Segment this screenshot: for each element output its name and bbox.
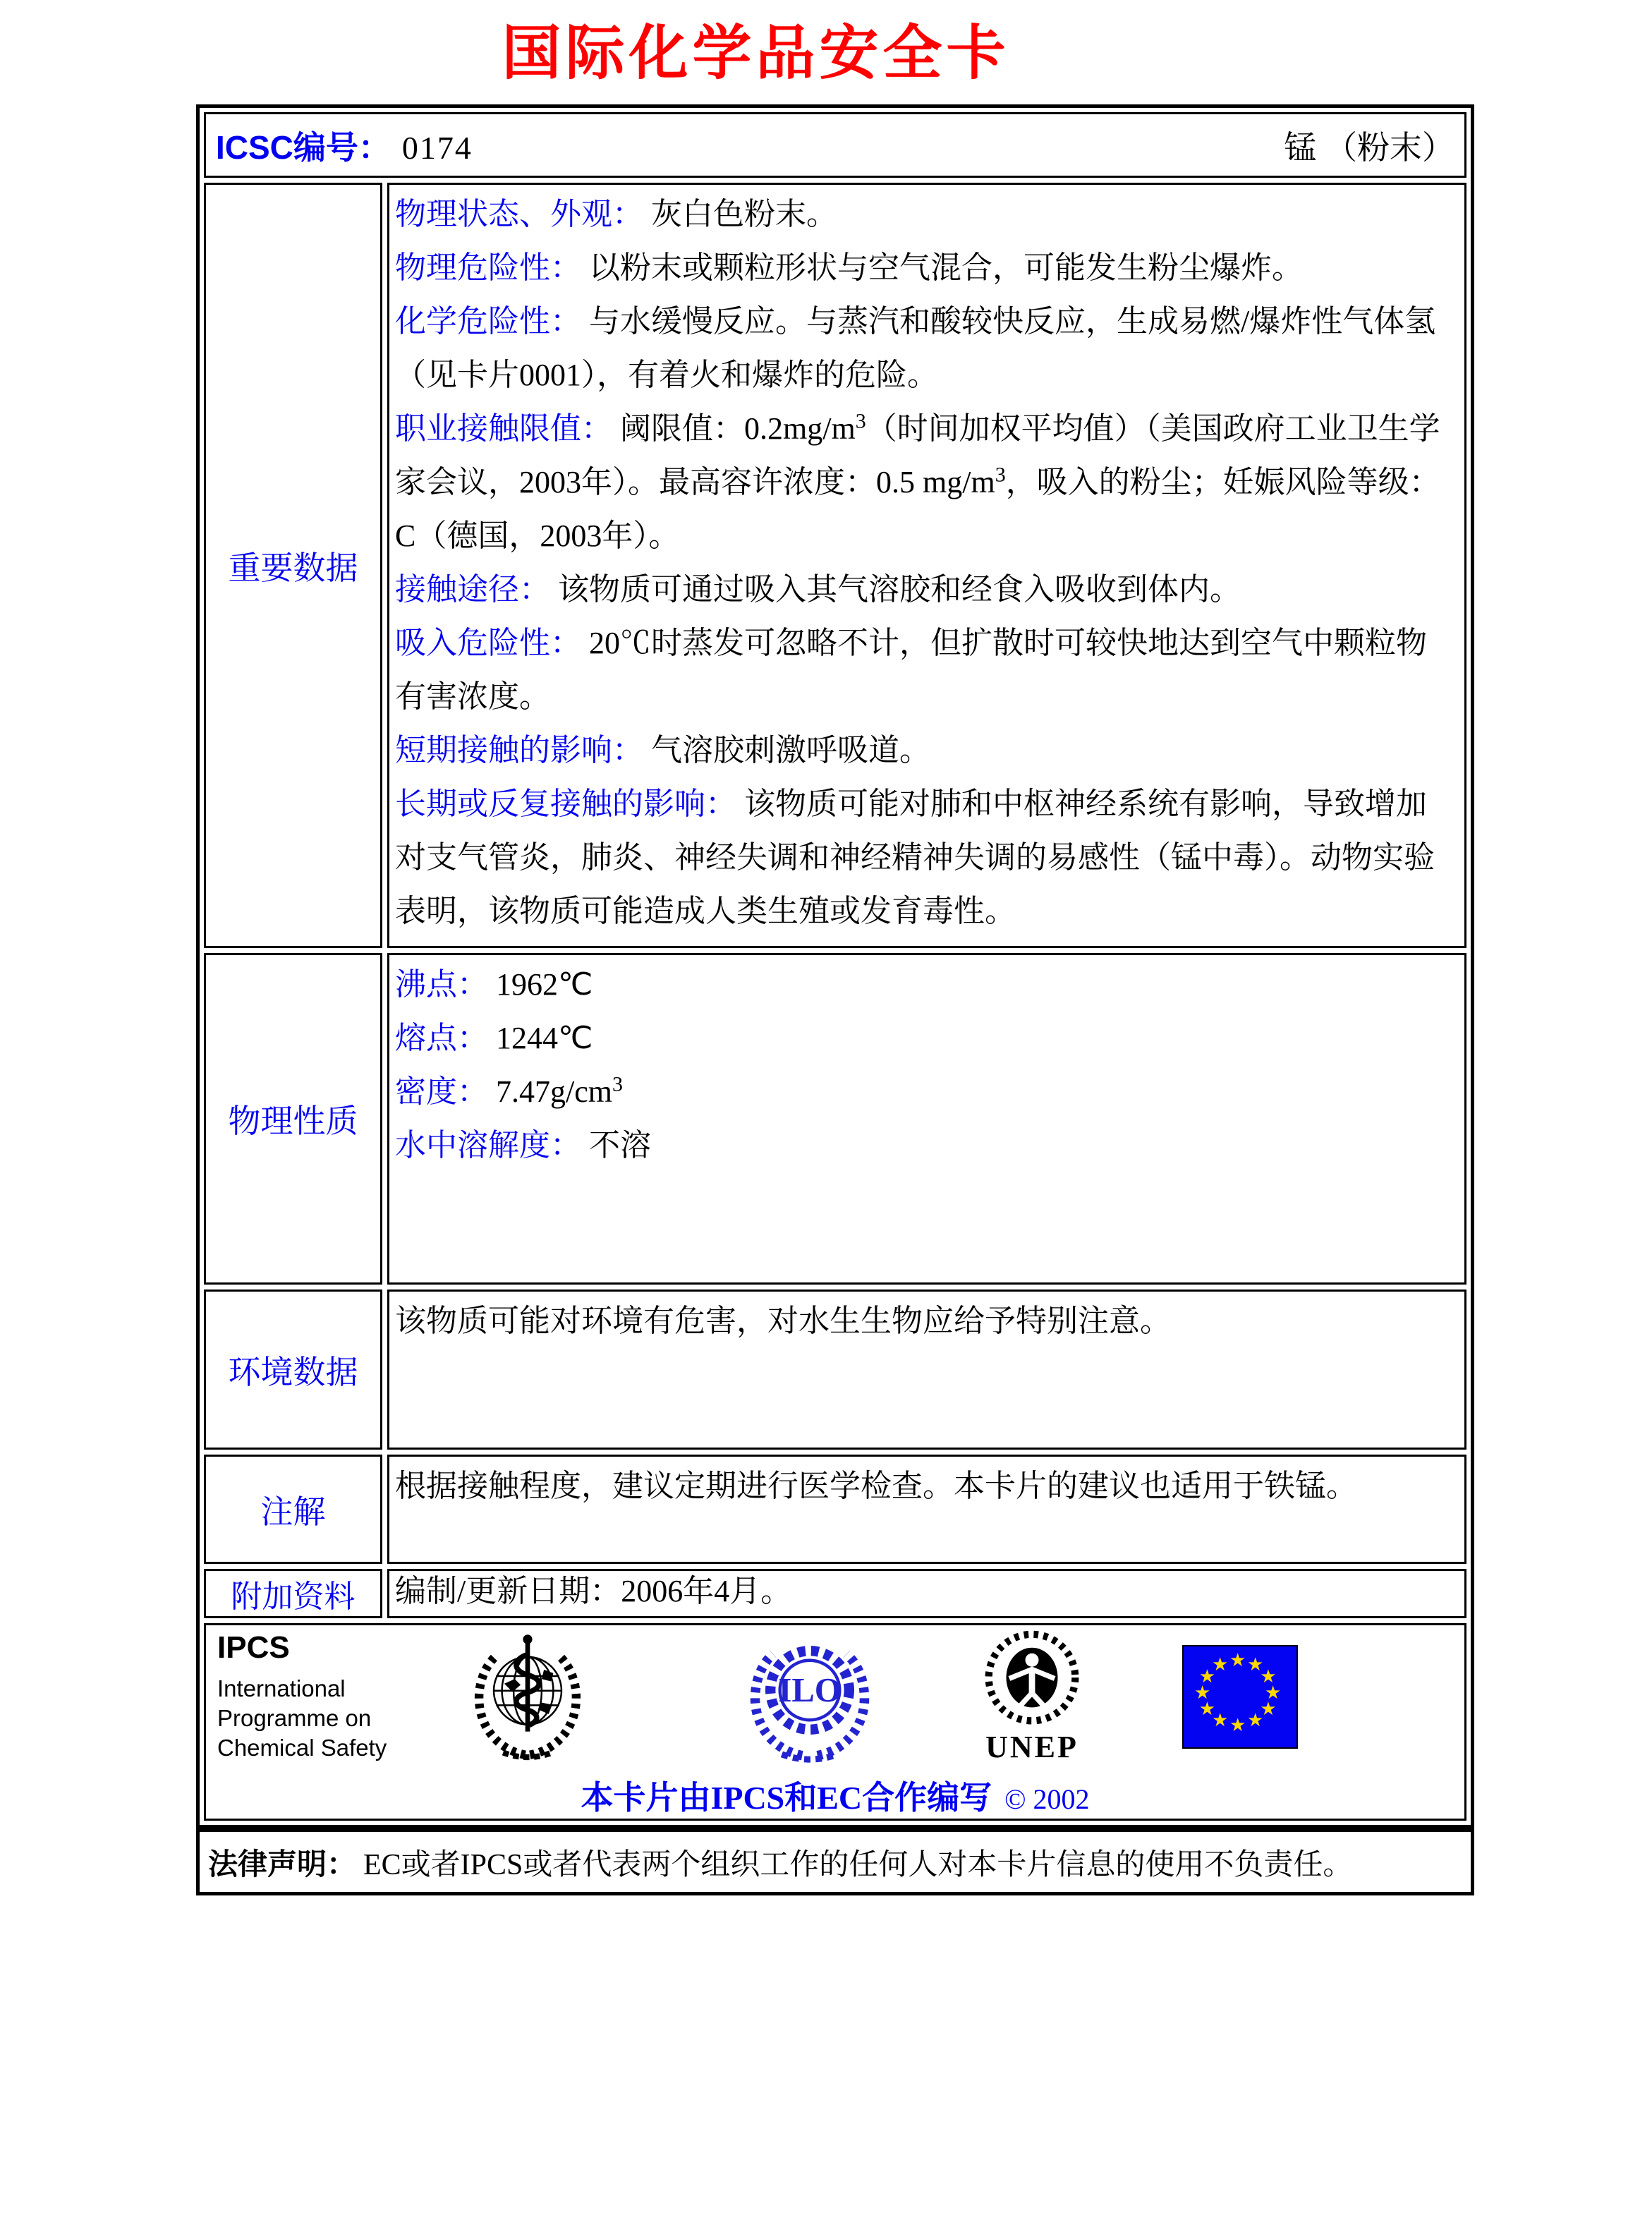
footer-cell bbox=[204, 1623, 1466, 1821]
svg-text:ILO: ILO bbox=[778, 1671, 842, 1710]
unep-logo-text: UNEP bbox=[985, 1730, 1079, 1764]
paragraph bbox=[395, 402, 1456, 563]
substance-name: 锰 （粉末） bbox=[1284, 129, 1454, 166]
eu-flag-star: ★ bbox=[1265, 1682, 1282, 1703]
field-label: 接触途径： bbox=[395, 572, 550, 607]
section-content-additional-information bbox=[387, 1569, 1466, 1618]
section-label-physical-properties: 物理性质 bbox=[204, 953, 382, 1285]
field-text: 阈限值：0.2mg/m bbox=[612, 411, 856, 446]
paragraph bbox=[395, 1065, 1456, 1119]
field-text: 气溶胶刺激呼吸道。 bbox=[643, 733, 930, 767]
section-label-environmental-data: 环境数据 bbox=[204, 1290, 382, 1450]
section-content-important-data bbox=[387, 183, 1466, 948]
field-label: 熔点： bbox=[395, 1021, 488, 1055]
field-label: 短期接触的影响： bbox=[395, 733, 643, 767]
field-label: 吸入危险性： bbox=[395, 626, 581, 660]
page-title: 国际化学品安全卡 bbox=[502, 21, 1010, 87]
legal-disclaimer-box bbox=[196, 1828, 1474, 1895]
ipcs-acronym: IPCS bbox=[217, 1630, 290, 1665]
icsc-number-group bbox=[216, 122, 473, 169]
field-label: 职业接触限值： bbox=[395, 411, 612, 446]
section-label-important-data: 重要数据 bbox=[204, 183, 382, 948]
eu-flag-star: ★ bbox=[1212, 1654, 1229, 1675]
legal-disclaimer-label: 法律声明： bbox=[208, 1847, 357, 1881]
sections-host bbox=[204, 183, 1466, 1618]
eu-flag-star: ★ bbox=[1198, 1698, 1215, 1719]
section-content-environmental-data bbox=[387, 1290, 1466, 1450]
who-logo-icon bbox=[468, 1632, 587, 1761]
paragraph bbox=[395, 724, 1456, 777]
header-cell bbox=[204, 112, 1466, 178]
icsc-number-value: 0174 bbox=[401, 129, 473, 166]
field-label: 沸点： bbox=[395, 967, 488, 1002]
field-label: 物理状态、外观： bbox=[395, 197, 643, 231]
eu-flag-icon bbox=[1182, 1645, 1298, 1749]
eu-flag-star: ★ bbox=[1198, 1665, 1215, 1687]
header-row bbox=[204, 112, 1466, 178]
field-text: 1244℃ bbox=[488, 1021, 593, 1055]
field-label: 化学危险性： bbox=[395, 304, 581, 339]
paragraph bbox=[395, 1012, 1456, 1065]
field-text: 1962℃ bbox=[488, 967, 593, 1002]
field-text: （时间加权平均值）（美国政府工业卫生学家会议，2003年）。最高容许浓度：0.5 mg/m bbox=[395, 411, 1440, 499]
paragraph bbox=[395, 1572, 1456, 1610]
field-text: 该物质可能对环境有危害，对水生生物应给予特别注意。 bbox=[395, 1304, 1171, 1338]
eu-flag-star: ★ bbox=[1194, 1682, 1211, 1703]
ipcs-line-1: International bbox=[217, 1675, 346, 1701]
paragraph bbox=[395, 958, 1456, 1012]
paragraph bbox=[395, 1294, 1456, 1348]
paragraph bbox=[395, 777, 1456, 938]
field-text: 3 bbox=[995, 463, 1006, 487]
caption-main: 本卡片由IPCS和EC合作编写 bbox=[581, 1780, 992, 1816]
eu-flag-star: ★ bbox=[1247, 1710, 1264, 1731]
eu-flag-star: ★ bbox=[1247, 1654, 1264, 1675]
eu-flag-star: ★ bbox=[1229, 1714, 1246, 1735]
paragraph bbox=[395, 563, 1456, 617]
paragraph bbox=[395, 1460, 1456, 1513]
eu-flag-star: ★ bbox=[1260, 1665, 1277, 1687]
field-text: 根据接触程度，建议定期进行医学检查。本卡片的建议也适用于铁锰。 bbox=[395, 1469, 1357, 1503]
field-label: 长期或反复接触的影响： bbox=[395, 787, 736, 821]
unep-logo-block bbox=[965, 1628, 1099, 1765]
section-additional-information bbox=[204, 1569, 1466, 1618]
paragraph bbox=[395, 188, 1456, 241]
section-content-physical-properties bbox=[387, 953, 1466, 1285]
field-text: 编制/更新日期：2006年4月。 bbox=[395, 1574, 792, 1608]
ipcs-line-2: Programme on bbox=[217, 1705, 372, 1731]
field-text: ，吸入的粉尘；妊娠风险等级：C（德国，2003年）。 bbox=[395, 465, 1440, 553]
field-text: 该物质可能对肺和中枢神经系统有影响，导致增加对支气管炎，肺炎、神经失调和神经精神失调的易感性（锰中毒）。动物实验表明，该物质可能造成人类生殖或发育毒性。 bbox=[395, 787, 1435, 928]
field-text: 3 bbox=[855, 409, 866, 433]
field-text: 该物质可通过吸入其气溶胶和经食入吸收到体内。 bbox=[550, 572, 1241, 607]
unep-logo-icon bbox=[980, 1628, 1084, 1731]
ipcs-line-3: Chemical Safety bbox=[217, 1735, 387, 1761]
footer-caption bbox=[206, 1772, 1464, 1819]
field-text: 不溶 bbox=[581, 1128, 651, 1163]
eu-flag-star: ★ bbox=[1260, 1698, 1277, 1719]
field-text: 以粉末或颗粒形状与空气混合，可能发生粉尘爆炸。 bbox=[581, 250, 1303, 285]
section-important-data bbox=[204, 183, 1466, 948]
legal-disclaimer-text: EC或者IPCS或者代表两个组织工作的任何人对本卡片信息的使用不负责任。 bbox=[363, 1848, 1353, 1881]
field-text: 7.47g/cm bbox=[488, 1074, 612, 1109]
paragraph bbox=[395, 1119, 1456, 1172]
ipcs-text-block bbox=[217, 1630, 429, 1763]
icsc-number-label: ICSC编号： bbox=[216, 128, 391, 166]
paragraph bbox=[395, 617, 1456, 724]
section-label-notes: 注解 bbox=[204, 1455, 382, 1564]
field-text: 3 bbox=[612, 1072, 623, 1096]
field-label: 密度： bbox=[395, 1074, 488, 1109]
safety-card-table bbox=[196, 104, 1474, 1828]
caption-copyright: © 2002 bbox=[1004, 1783, 1090, 1815]
ilo-logo-icon bbox=[746, 1630, 873, 1764]
field-label: 物理危险性： bbox=[395, 250, 581, 285]
field-text: 20℃时蒸发可忽略不计，但扩散时可较快地达到空气中颗粒物有害浓度。 bbox=[395, 626, 1427, 714]
eu-flag-star: ★ bbox=[1229, 1649, 1246, 1670]
section-label-additional-information: 附加资料 bbox=[204, 1569, 382, 1618]
section-physical-properties bbox=[204, 953, 1466, 1285]
eu-flag-star: ★ bbox=[1212, 1710, 1229, 1731]
paragraph bbox=[395, 295, 1456, 402]
paragraph bbox=[395, 241, 1456, 295]
section-notes bbox=[204, 1455, 1466, 1564]
field-label: 水中溶解度： bbox=[395, 1128, 581, 1163]
footer-row bbox=[204, 1623, 1466, 1821]
section-environmental-data bbox=[204, 1290, 1466, 1450]
logos-strip bbox=[206, 1625, 1464, 1768]
field-text: 灰白色粉末。 bbox=[643, 197, 837, 231]
field-text: 与水缓慢反应。与蒸汽和酸较快反应，生成易燃/爆炸性气体氢（见卡片0001），有着火和爆炸的危险。 bbox=[395, 304, 1436, 392]
section-content-notes bbox=[387, 1455, 1466, 1564]
